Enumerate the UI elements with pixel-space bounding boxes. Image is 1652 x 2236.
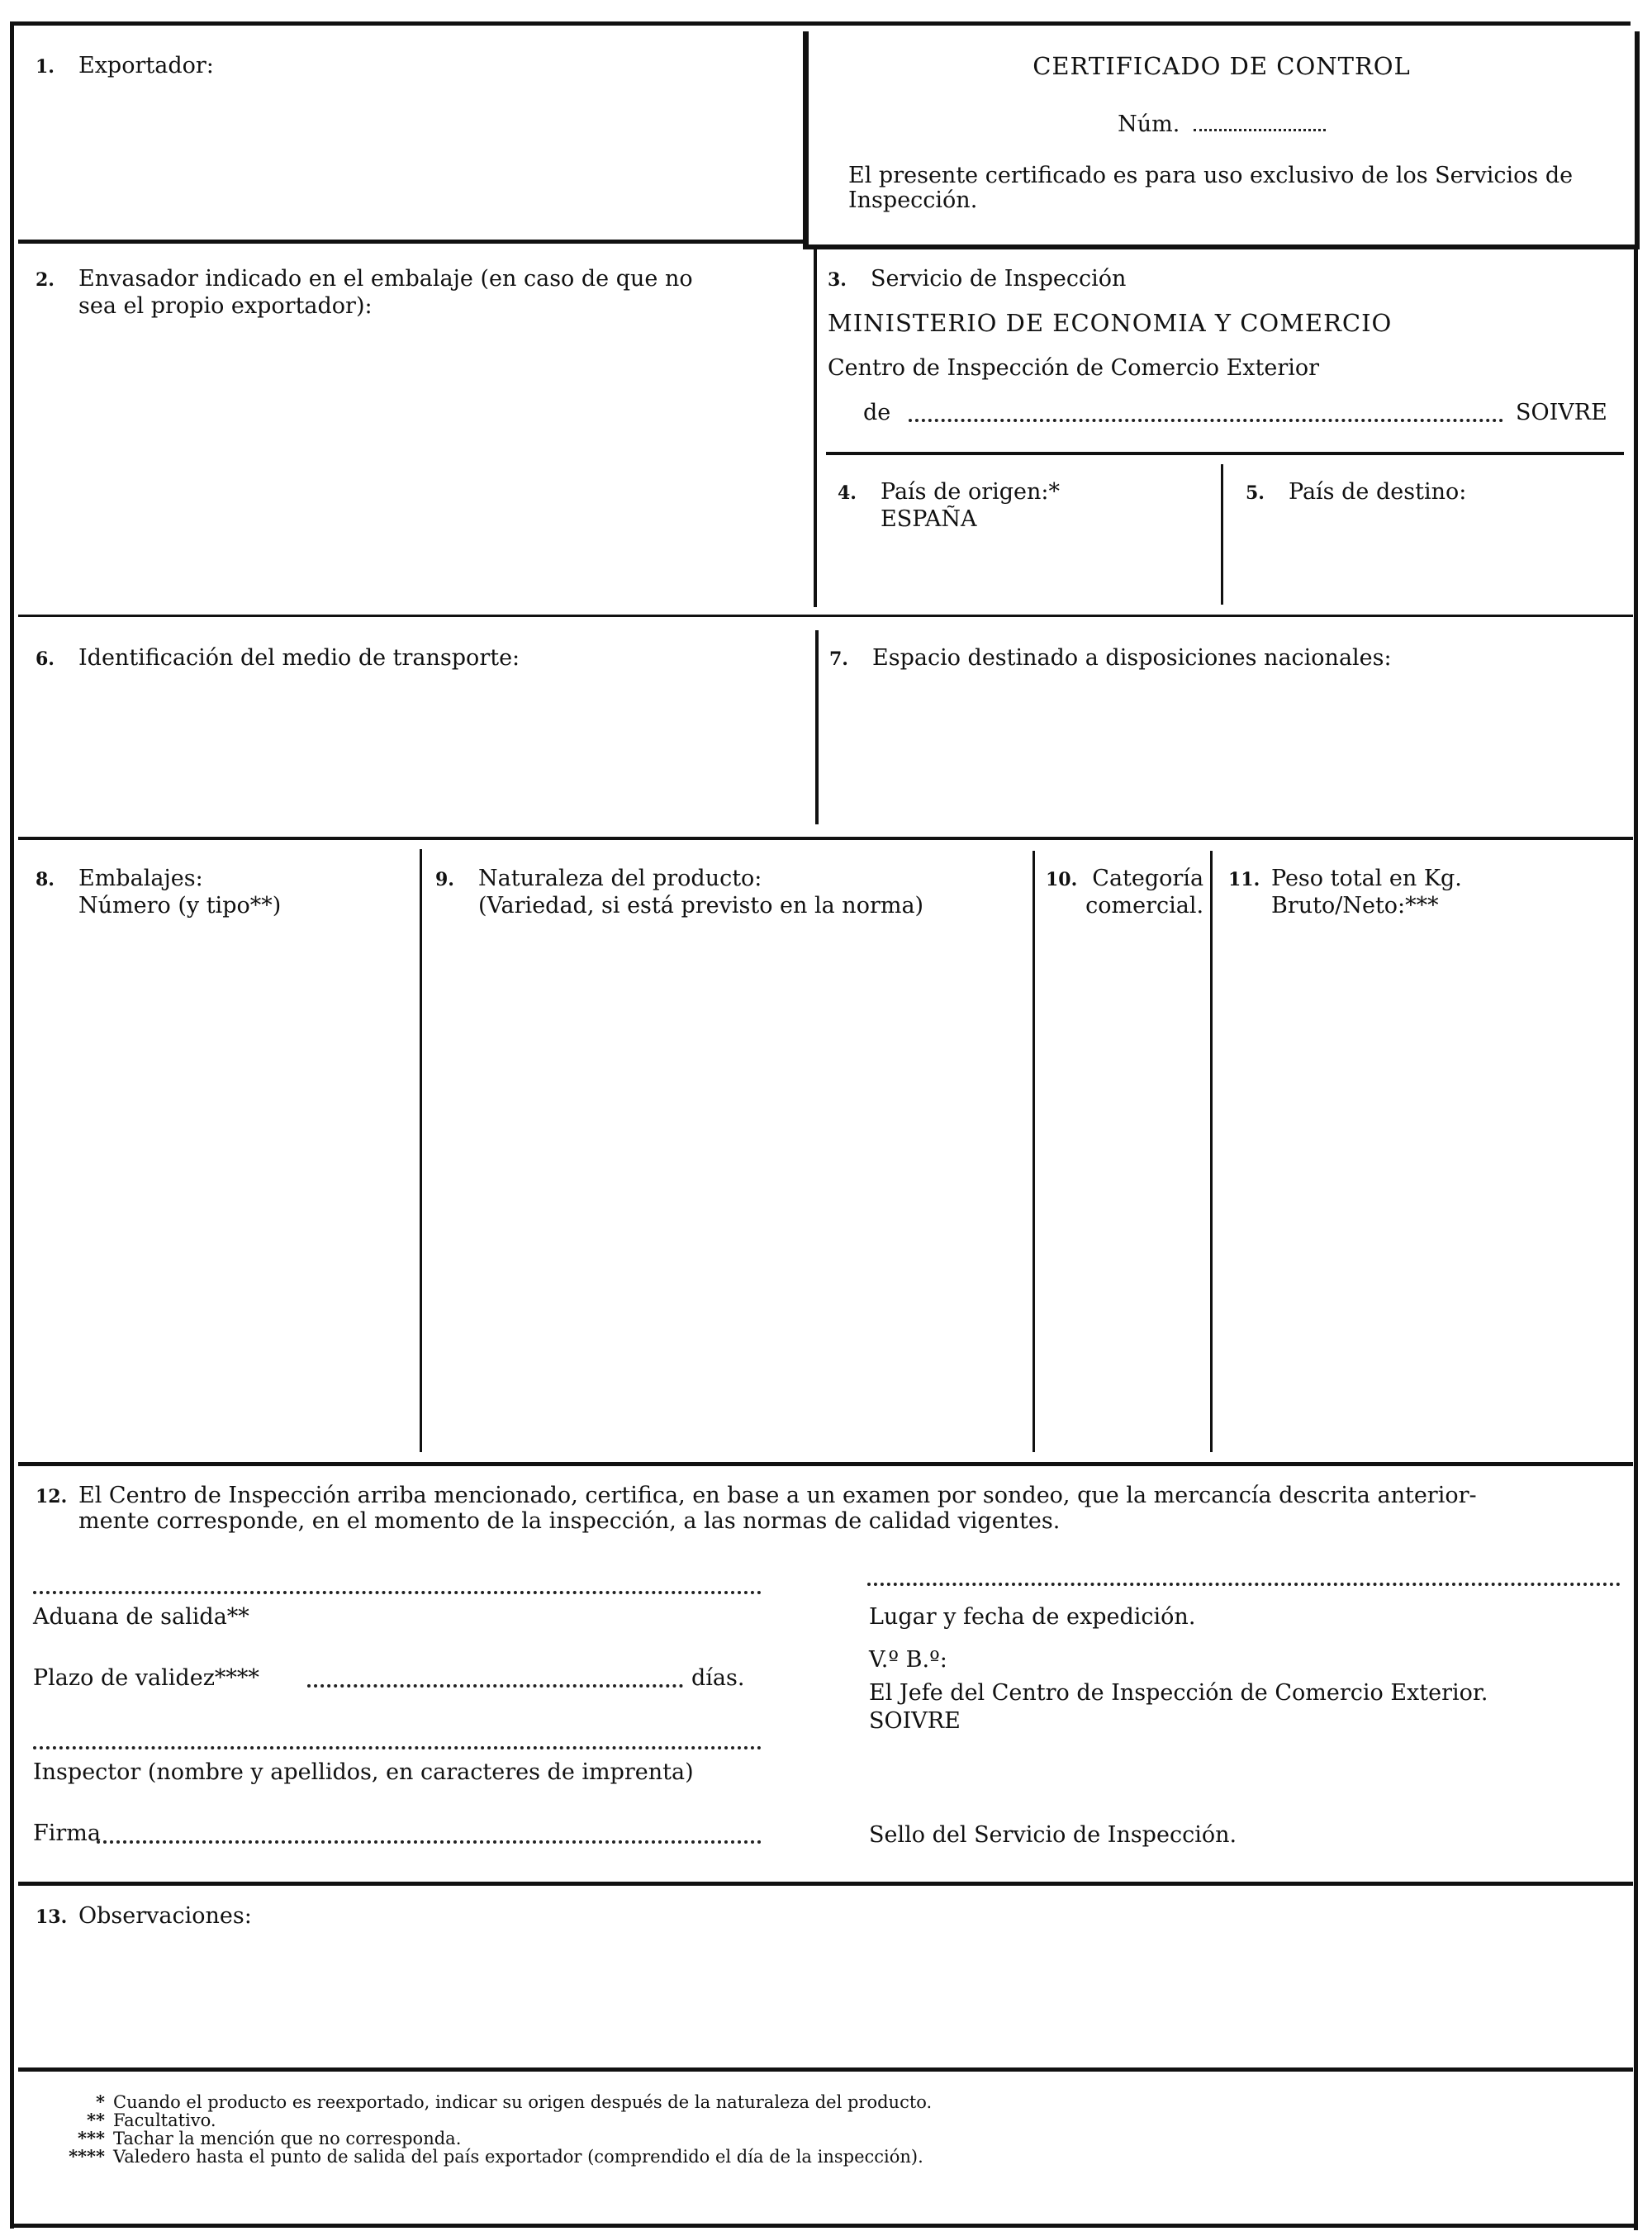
chief-org: SOIVRE	[869, 1708, 961, 1734]
box-12-certification	[14, 1467, 1631, 1882]
box-8-label: 8. Embalajes: Número (y tipo**)	[36, 866, 282, 919]
row6-divider	[18, 2067, 1633, 2072]
box-3-label: 3. Servicio de Inspección	[828, 266, 1127, 292]
box-3-inspection-service	[818, 248, 1631, 454]
row2-divider	[18, 615, 1633, 617]
frame-right	[1634, 248, 1638, 2230]
box-7-national-provisions[interactable]	[819, 618, 1633, 837]
box-2-label: 2. Envasador indicado en el embalaje (en caso de que no sea el propio exportador):	[36, 266, 693, 319]
frame-bottom	[10, 2224, 1637, 2228]
validity-days-suffix: días.	[691, 1665, 745, 1691]
inspector-name-label: Inspector (nombre y apellidos, en caracteres de imprenta)	[33, 1759, 694, 1785]
place-date-label: Lugar y fecha de expedición.	[869, 1604, 1196, 1630]
place-date-field[interactable]	[867, 1583, 1621, 1586]
box-6-transport[interactable]	[14, 618, 814, 837]
inspection-centre-name: Centro de Inspección de Comercio Exterior	[828, 355, 1320, 381]
box-3-bottom-divider	[826, 452, 1624, 455]
centre-location-prefix: de	[863, 400, 891, 425]
box-9-label: 9. Naturaleza del producto: (Variedad, si está previsto en la norma)	[435, 866, 924, 919]
certificate-notice: El presente certificado es para uso exclusivo de los Servicios de Inspección.	[848, 163, 1574, 213]
approval-label: V.º B.º:	[869, 1647, 947, 1673]
box-7-label: 7. Espacio destinado a disposiciones nacionales:	[829, 645, 1392, 671]
row1-divider-left	[18, 240, 807, 244]
box-13-label: 13. Observaciones:	[36, 1903, 252, 1929]
ministry-name: MINISTERIO DE ECONOMIA Y COMERCIO	[828, 309, 1393, 337]
box-4-label: 4. País de origen:* ESPAÑA	[838, 479, 1061, 532]
validity-days-field[interactable]	[307, 1684, 683, 1688]
box-5-destination-country[interactable]	[1224, 456, 1629, 605]
footnote-4: **** Valedero hasta el punto de salida del país exportador (comprendido el día de la inspección).	[69, 2146, 923, 2167]
box-6-label: 6. Identificación del medio de transporte:	[36, 645, 520, 671]
row3-divider	[18, 837, 1633, 840]
box-4-5-divider	[1221, 464, 1223, 605]
box-10-commercial-category[interactable]	[1036, 841, 1209, 1452]
footnotes	[14, 2093, 932, 2166]
origin-country-value: ESPAÑA	[881, 506, 977, 532]
box-1-label: 1. Exportador:	[36, 53, 214, 78]
box-2-packer[interactable]	[14, 248, 811, 611]
soivre-label: SOIVRE	[1516, 400, 1607, 425]
seal-label: Sello del Servicio de Inspección.	[869, 1822, 1237, 1848]
box-8-packages[interactable]	[14, 841, 419, 1452]
box-11-total-weight[interactable]	[1213, 841, 1631, 1452]
chief-label: El Jefe del Centro de Inspección de Comercio Exterior.	[869, 1680, 1488, 1706]
box-13-observations[interactable]	[14, 1887, 1631, 2068]
box-11-label: 11. Peso total en Kg. Bruto/Neto:***	[1228, 866, 1462, 919]
row5-divider	[18, 1882, 1633, 1886]
validity-label: Plazo de validez****	[33, 1665, 259, 1691]
certificate-header-box	[803, 31, 1640, 249]
footnote-2: ** Facultativo.	[87, 2110, 216, 2130]
box-10-label: 10. Categoría comercial.	[1046, 866, 1204, 919]
box-1-exporter[interactable]	[14, 26, 803, 239]
signature-label: Firma	[33, 1821, 101, 1846]
row4-divider	[18, 1462, 1633, 1466]
row2-vertical-divider	[814, 248, 817, 607]
row3-vertical-divider	[815, 630, 819, 824]
box-9-10-divider	[1032, 851, 1035, 1452]
box-10-11-divider	[1210, 851, 1213, 1452]
box-4-origin-country[interactable]	[818, 456, 1221, 605]
certificate-number-field[interactable]	[1194, 129, 1326, 131]
centre-location-field[interactable]	[909, 419, 1503, 422]
inspector-name-field[interactable]	[33, 1746, 762, 1749]
certificate-title: CERTIFICADO DE CONTROL	[1032, 52, 1411, 80]
customs-exit-label: Aduana de salida**	[33, 1604, 249, 1630]
certificate-number[interactable]: Núm.	[809, 112, 1635, 137]
box-9-product-nature[interactable]	[423, 841, 1031, 1452]
customs-exit-field[interactable]	[33, 1591, 762, 1594]
footnote-3: *** Tachar la mención que no corresponda.	[78, 2128, 462, 2148]
footnote-1: * Cuando el producto es reexportado, indicar su origen después de la naturaleza del producto.	[96, 2091, 933, 2112]
box-8-9-divider	[420, 849, 422, 1452]
box-5-label: 5. País de destino:	[1246, 479, 1467, 505]
box-12-statement: 12. El Centro de Inspección arriba mencionado, certifica, en base a un examen por sondeo, que la mercancía descrita anterior- mente corresponde, en el momento de la inspección, a las normas de calidad vigentes.	[36, 1483, 1477, 1534]
signature-field[interactable]	[97, 1840, 762, 1844]
